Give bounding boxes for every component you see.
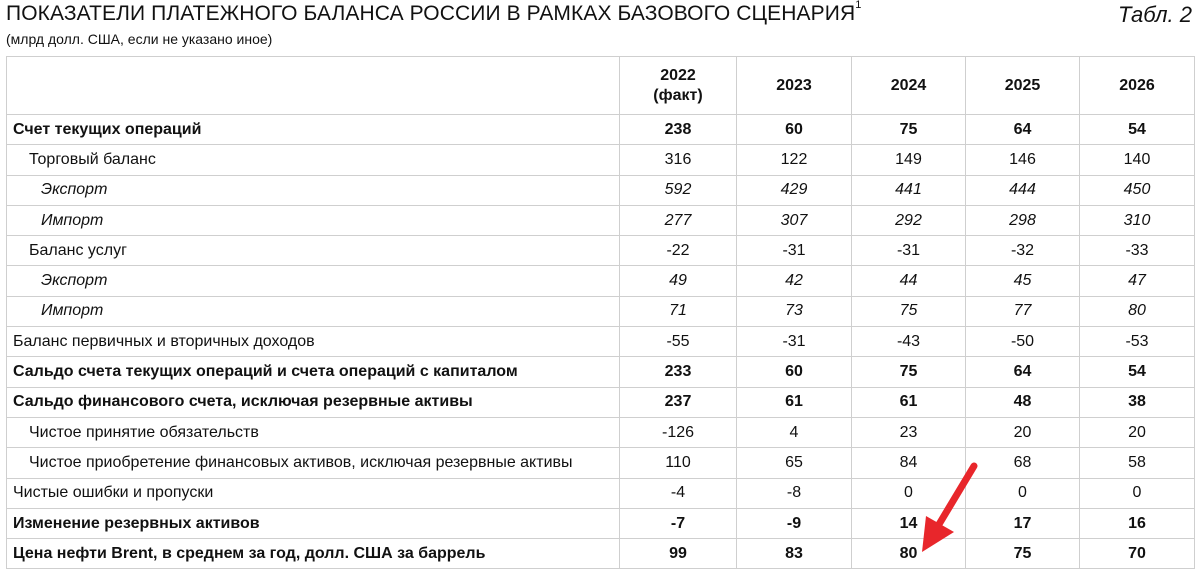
cell-value: 20 xyxy=(1080,417,1195,447)
table-row xyxy=(7,205,1195,235)
cell-value: -32 xyxy=(966,236,1080,266)
cell-value: 54 xyxy=(1080,357,1195,387)
row-label: Цена нефти Brent , в среднем за год, долл. США за баррель xyxy=(7,539,620,569)
table-row xyxy=(7,387,1195,417)
cell-value: -4 xyxy=(620,478,737,508)
cell-value: -31 xyxy=(737,236,852,266)
row-label: Сальдо счета текущих операций и счета операций с капиталом xyxy=(7,357,620,387)
cell-value: 65 xyxy=(737,448,852,478)
row-label: Импорт xyxy=(7,296,620,326)
cell-value: 450 xyxy=(1080,175,1195,205)
cell-value: 75 xyxy=(852,296,966,326)
cell-value: -33 xyxy=(1080,236,1195,266)
table-row xyxy=(7,417,1195,447)
header-label-cell xyxy=(7,57,620,115)
table-row-oil-price xyxy=(7,539,1195,569)
cell-value: 49 xyxy=(620,266,737,296)
cell-value: 47 xyxy=(1080,266,1195,296)
cell-value: 14 xyxy=(852,508,966,538)
cell-value: 54 xyxy=(1080,115,1195,145)
cell-value: 592 xyxy=(620,175,737,205)
cell-value: 38 xyxy=(1080,387,1195,417)
cell-value: 0 xyxy=(852,478,966,508)
cell-value: 429 xyxy=(737,175,852,205)
table-row xyxy=(7,266,1195,296)
cell-value: 298 xyxy=(966,205,1080,235)
cell-value: 20 xyxy=(966,417,1080,447)
cell-value: 64 xyxy=(966,115,1080,145)
page-title: ПОКАЗАТЕЛИ ПЛАТЕЖНОГО БАЛАНСА РОССИИ В РАМКАХ БАЗОВОГО СЦЕНАРИЯ$^1$ xyxy=(6,0,862,25)
column-header-2022: 2022 (факт) xyxy=(620,57,737,115)
cell-value: 0 xyxy=(1080,478,1195,508)
table-reference: Табл. 2 xyxy=(1118,2,1192,27)
cell-value: -50 xyxy=(966,327,1080,357)
cell-value: 42 xyxy=(737,266,852,296)
table-row xyxy=(7,357,1195,387)
cell-value: 60 xyxy=(737,115,852,145)
cell-value-highlighted: 80 xyxy=(852,539,966,569)
cell-value: 48 xyxy=(966,387,1080,417)
cell-value: 44 xyxy=(852,266,966,296)
cell-value: 0 xyxy=(966,478,1080,508)
cell-value: 444 xyxy=(966,175,1080,205)
table-subtitle: (млрд долл. США, если не указано иное) xyxy=(6,31,273,47)
cell-value: 140 xyxy=(1080,145,1195,175)
cell-value: 16 xyxy=(1080,508,1195,538)
cell-value: 441 xyxy=(852,175,966,205)
table-row xyxy=(7,236,1195,266)
table-row xyxy=(7,175,1195,205)
column-header-2025: 2025 xyxy=(966,57,1080,115)
cell-value: 23 xyxy=(852,417,966,447)
cell-value: 316 xyxy=(620,145,737,175)
cell-value: 61 xyxy=(737,387,852,417)
table-row xyxy=(7,145,1195,175)
table-row xyxy=(7,327,1195,357)
table-row xyxy=(7,448,1195,478)
balance-of-payments-table xyxy=(6,56,1195,569)
cell-value: 310 xyxy=(1080,205,1195,235)
cell-value: 307 xyxy=(737,205,852,235)
row-label: Чистое принятие обязательств xyxy=(7,417,620,447)
table-row xyxy=(7,478,1195,508)
cell-value: 238 xyxy=(620,115,737,145)
row-label: Изменение резервных активов xyxy=(7,508,620,538)
title-row xyxy=(6,2,1194,30)
cell-value: 68 xyxy=(966,448,1080,478)
cell-value: 17 xyxy=(966,508,1080,538)
cell-value: -31 xyxy=(737,327,852,357)
cell-value: 58 xyxy=(1080,448,1195,478)
row-label: Баланс услуг xyxy=(7,236,620,266)
cell-value: 277 xyxy=(620,205,737,235)
cell-value: 99 xyxy=(620,539,737,569)
row-label: Импорт xyxy=(7,205,620,235)
cell-value: 4 xyxy=(737,417,852,447)
row-label: Экспорт xyxy=(7,175,620,205)
table-row xyxy=(7,296,1195,326)
row-label: Чистое приобретение финансовых активов, исключая резервные активы xyxy=(7,448,620,478)
cell-value: 75 xyxy=(852,115,966,145)
cell-value: 233 xyxy=(620,357,737,387)
cell-value: 64 xyxy=(966,357,1080,387)
row-label: Торговый баланс xyxy=(7,145,620,175)
title-footnote-marker: 1 xyxy=(855,0,862,11)
row-label: Сальдо финансового счета, исключая резервные активы xyxy=(7,387,620,417)
cell-value: 45 xyxy=(966,266,1080,296)
table-header-row xyxy=(7,57,1195,115)
cell-value: -126 xyxy=(620,417,737,447)
cell-value: 149 xyxy=(852,145,966,175)
cell-value: -55 xyxy=(620,327,737,357)
cell-value: 75 xyxy=(966,539,1080,569)
row-label: Чистые ошибки и пропуски xyxy=(7,478,620,508)
red-arrow-icon xyxy=(912,458,992,558)
cell-value: 60 xyxy=(737,357,852,387)
cell-value: 77 xyxy=(966,296,1080,326)
column-header-2026: 2026 xyxy=(1080,57,1195,115)
cell-value: 80 xyxy=(1080,296,1195,326)
cell-value: 83 xyxy=(737,539,852,569)
cell-value: -53 xyxy=(1080,327,1195,357)
cell-value: 84 xyxy=(852,448,966,478)
row-label: Счет текущих операций xyxy=(7,115,620,145)
cell-value: -31 xyxy=(852,236,966,266)
cell-value: 292 xyxy=(852,205,966,235)
cell-value: 61 xyxy=(852,387,966,417)
cell-value: 146 xyxy=(966,145,1080,175)
cell-value: -22 xyxy=(620,236,737,266)
cell-value: 71 xyxy=(620,296,737,326)
cell-value: -8 xyxy=(737,478,852,508)
cell-value: -43 xyxy=(852,327,966,357)
table-row xyxy=(7,508,1195,538)
cell-value: 75 xyxy=(852,357,966,387)
column-header-2023: 2023 xyxy=(737,57,852,115)
cell-value: 110 xyxy=(620,448,737,478)
cell-value: 70 xyxy=(1080,539,1195,569)
column-header-2024: 2024 xyxy=(852,57,966,115)
cell-value: -9 xyxy=(737,508,852,538)
cell-value: 237 xyxy=(620,387,737,417)
cell-value: -7 xyxy=(620,508,737,538)
row-label: Экспорт xyxy=(7,266,620,296)
cell-value: 73 xyxy=(737,296,852,326)
row-label: Баланс первичных и вторичных доходов xyxy=(7,327,620,357)
table-row xyxy=(7,115,1195,145)
brent-highlight: Brent xyxy=(111,545,153,563)
cell-value: 122 xyxy=(737,145,852,175)
